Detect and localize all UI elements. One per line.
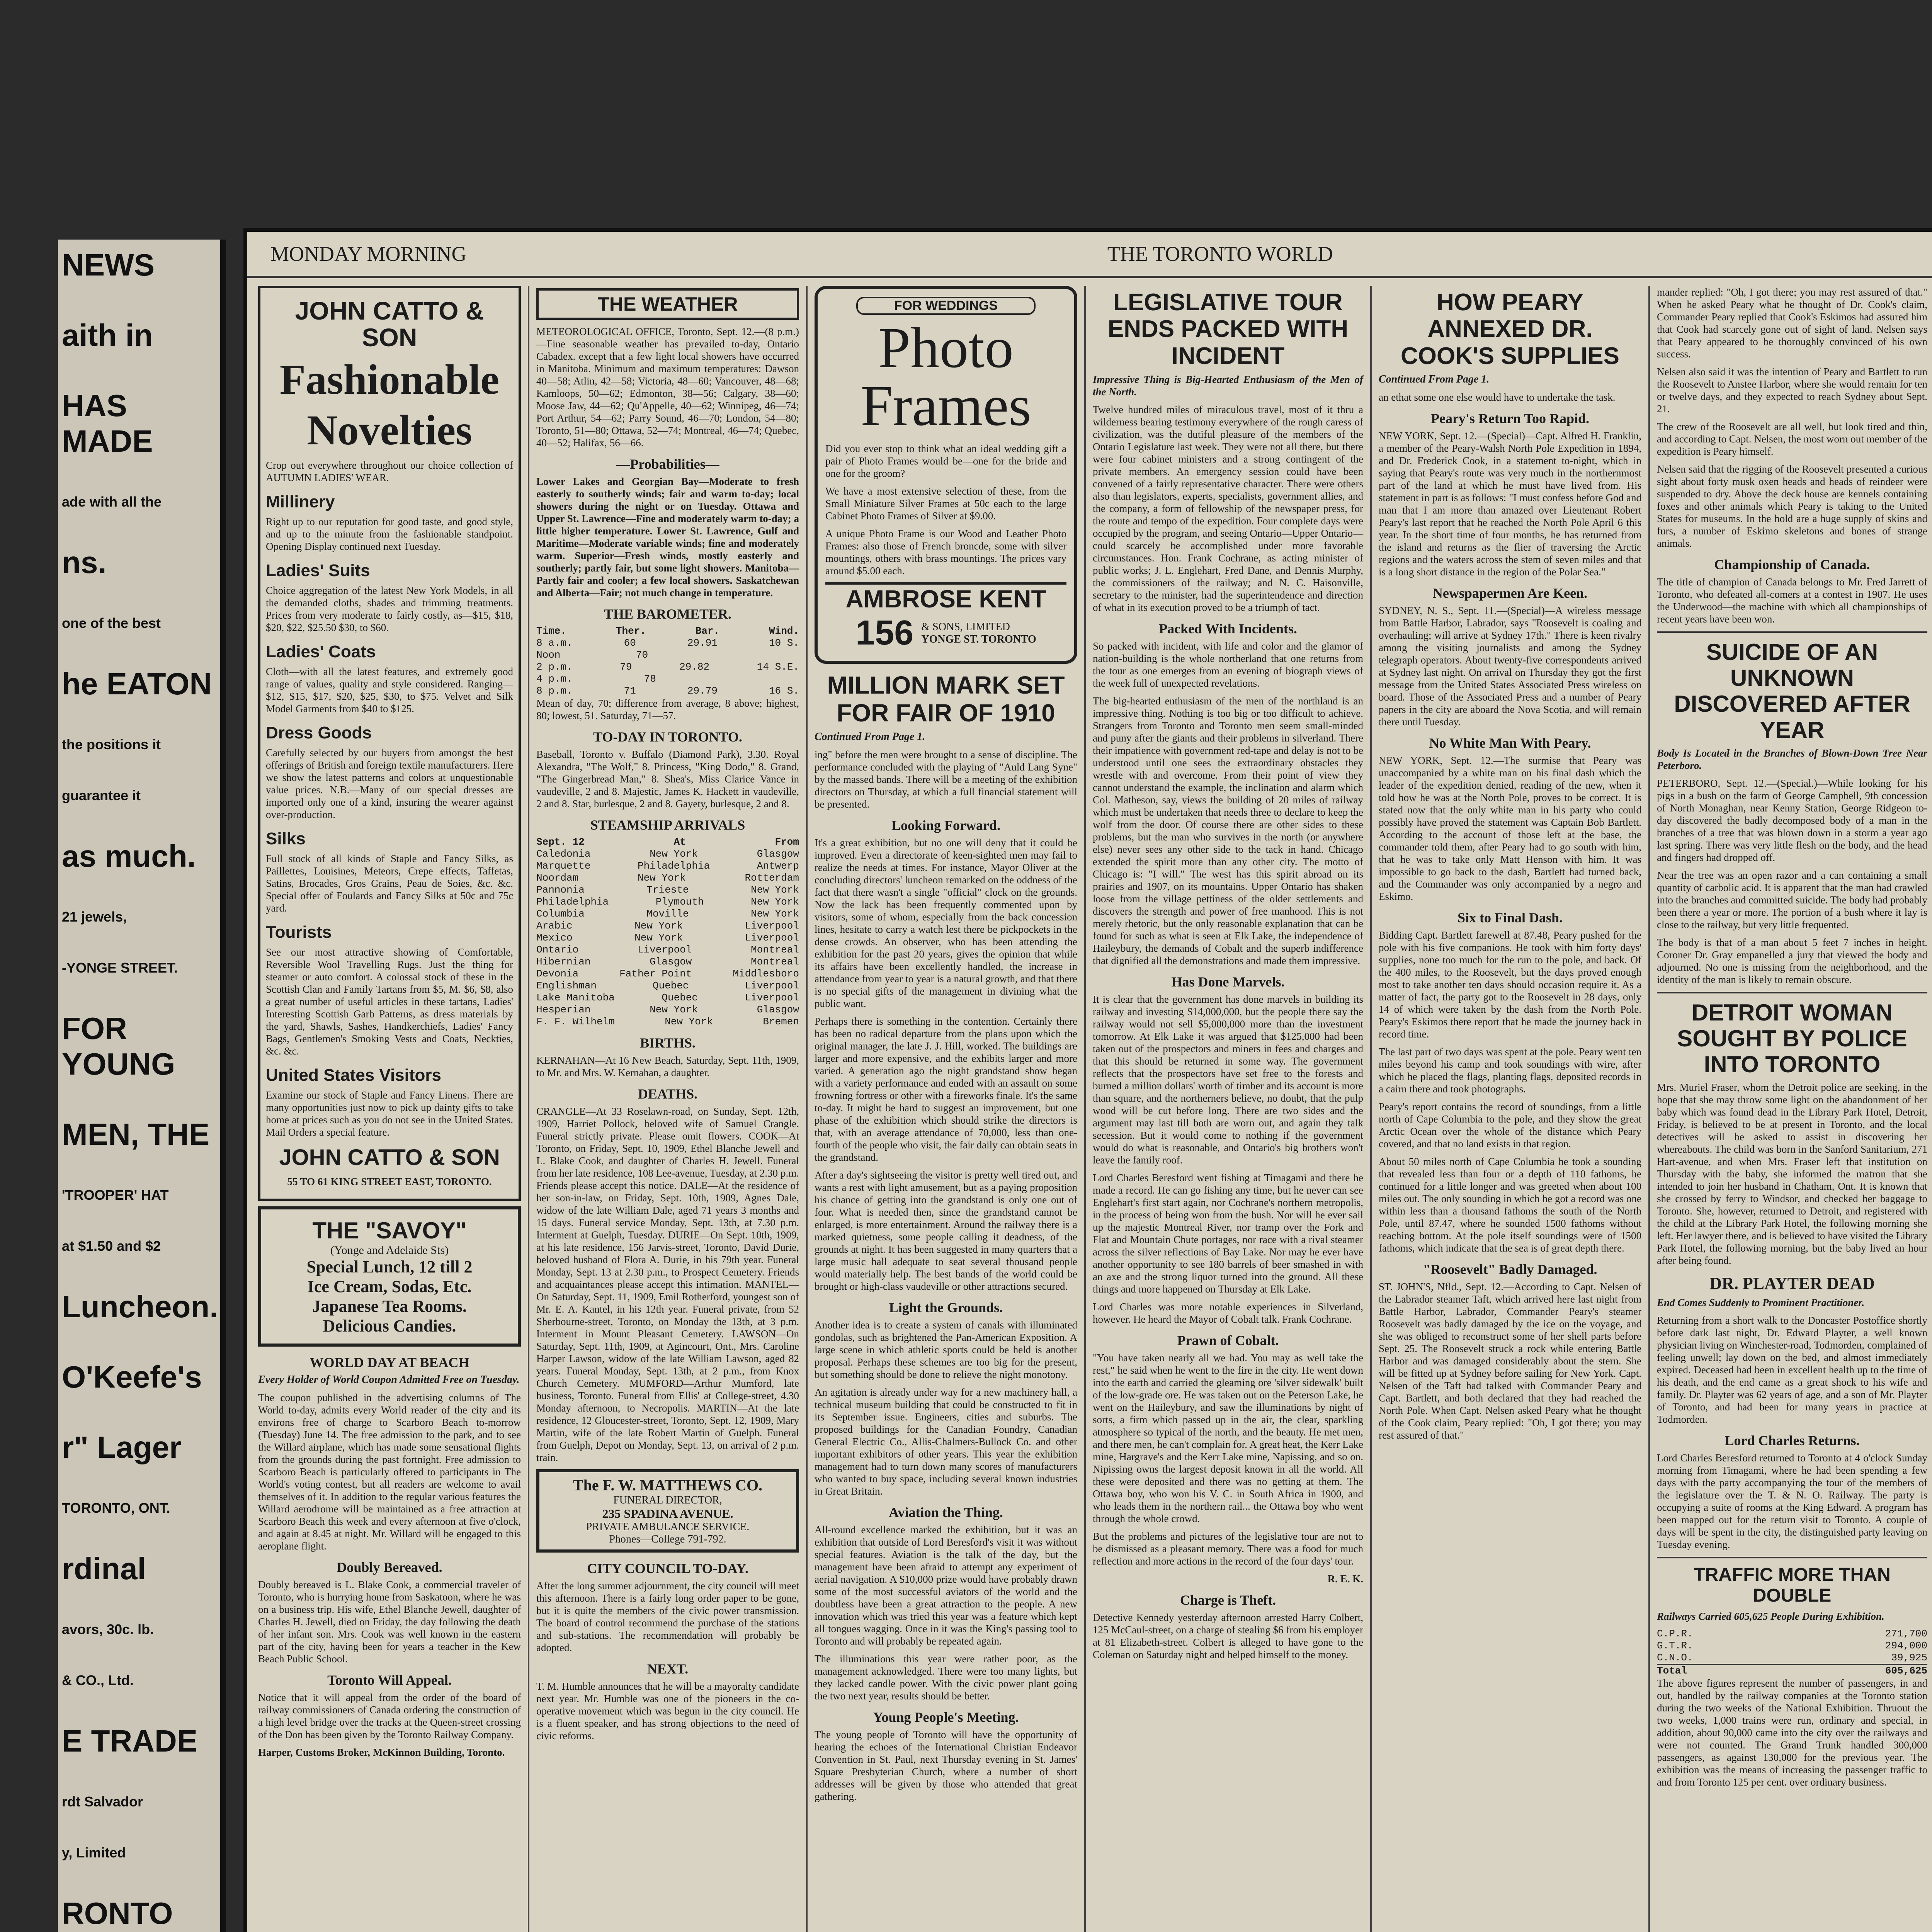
today-text: Baseball, Toronto v. Buffalo (Diamond Park), 3.30. Royal Alexandra, "The Wolf," 8. Princess, "King Dodo," 8. Grand, "The Gingerbread Man," 8. Shea's, Miss Clarice Vance in vaudeville, 2 and 8. Majestic, James K. Hackett in vaudeville, 2 and 8. Star, burlesque, 2 and 8. Gayety, burlesque, 2 and 8. bbox=[536, 748, 799, 810]
table-cell: New York bbox=[637, 872, 686, 884]
table-cell: Glasgow bbox=[650, 956, 692, 968]
million-mark-text-9: The young people of Toronto will have the opportunity of hearing the echoes of the International Christian Endeavor Convention in St. Paul, next Thursday evening in St. James' Square Presbyterian Church, where a number of short addresses will be given by those who attended that great gathering. bbox=[815, 1729, 1077, 1803]
millinery-heading: Millinery bbox=[266, 492, 335, 511]
column-2 bbox=[529, 286, 808, 1932]
table-cell: 271,700 bbox=[1885, 1628, 1927, 1639]
appeal-text: Notice that it will appeal from the order of the board of railway commissioners of Canada ordering the construction of a high level bridge over the tracks at the Queen-street crossing of the Don has been given by the Toronto Railway Company. bbox=[258, 1692, 521, 1741]
adjacent-page-line: he EATON bbox=[62, 667, 212, 701]
adjacent-page-line: y, Limited bbox=[62, 1845, 126, 1861]
lord-charles-heading: Lord Charles Returns. bbox=[1725, 1433, 1860, 1449]
million-mark-continued: Continued From Page 1. bbox=[815, 731, 925, 743]
steamship-row bbox=[536, 992, 799, 1004]
traffic-row bbox=[1657, 1652, 1927, 1664]
savoy-line-4: Delicious Candies. bbox=[323, 1316, 456, 1336]
legislative-subhead: Impressive Thing is Big-Hearted Enthusiasm of the Men of the North. bbox=[1093, 374, 1363, 398]
traffic-table bbox=[1657, 1628, 1927, 1664]
legislative-text-3: The big-hearted enthusiasm of the men of the northland is an impressive thing. Nothing is too big or too difficult to achieve. Strangers from Toronto and Toronto men seem small-minded and puny after the giants and their problems in silverland. There their impatience with government red-tape and delay is not to be understood until one sees the extraordinary obstacles they wrestle with and overcome. From their point of view they cannot understand the example, the inclination and alarm which Col. Matheson, say, views the building of 20 miles of railway which must be undertaken that needs three to declare to keep the wolf from the door. Of course there are other sides to these problems, but the man who survives in the north (or anywhere else) never sees any other side to the tack in hand. Chicago extended the spirit more than any other city. The motto of Chicago is: "I will." The west has this spirit abroad on its prairies and 1907, on its mountains. Upper Ontario has shaken loose from the village pettiness of the older settlements and discovers the strength and power of free manhood. This is not merely rhetoric, but the only reasonable explanation that can be found for such as what is seen at Elk Lake, the independence of Haileybury, the demands of Cobalt and the superb indifference that dignified all the demonstrations and made them impressive. bbox=[1093, 695, 1363, 967]
legislative-text-6: Lord Charles was more notable experiences in Silverland, however. He heard the Mayor of Cobalt talk. Frank Cochrane. bbox=[1093, 1301, 1363, 1325]
table-cell: Caledonia bbox=[536, 848, 591, 860]
column-1 bbox=[251, 286, 529, 1932]
table-cell: Hibernian bbox=[536, 956, 591, 968]
table-cell: 79 bbox=[620, 661, 632, 673]
adjacent-page-line: 21 jewels, bbox=[62, 909, 127, 925]
adjacent-page-line: avors, 30c. lb. bbox=[62, 1621, 154, 1637]
adjacent-page-line: & CO., Ltd. bbox=[62, 1672, 134, 1688]
adjacent-page-line: HAS MADE bbox=[62, 388, 153, 458]
tourists-text: See our most attractive showing of Comfortable, Reversible Wool Travelling Rugs. Just the thing for steamer or auto comfort. A colossal stock of these in the Scottish Clan and Family Tartans from $5, M. $6, $8, also a great number of useful articles in these tartans, Ladies' Interesting Scottish Garb Patterns, as dress materials by the yard, Shawls, Sashes, Handkerchiefs, Ladies' Fancy Bags, Gentlemen's Smoking Vests and Coats, Neckties, &c. &c. bbox=[266, 946, 513, 1057]
barometer-header-row: Time. Ther. Bar. Wind. bbox=[536, 625, 799, 637]
savoy-line-3: Japanese Tea Rooms. bbox=[312, 1297, 467, 1316]
next-heading: NEXT. bbox=[647, 1661, 689, 1677]
table-cell: 4 p.m. bbox=[536, 673, 573, 685]
council-heading: CITY COUNCIL TO-DAY. bbox=[587, 1561, 748, 1576]
steamship-row bbox=[536, 944, 799, 956]
traffic-total-row: Total 605,625 bbox=[1657, 1664, 1927, 1677]
playter-subhead: End Comes Suddenly to Prominent Practitioner. bbox=[1657, 1297, 1865, 1309]
matthews-line-2: 235 SPADINA AVENUE. bbox=[602, 1507, 733, 1520]
coats-text: Cloth—with all the latest features, and extremely good range of values, quality and style considered. Ranging—$12, $15, $17, $20, $25, $30, to $75. Velvet and Silk Model Garments from $40 to $125. bbox=[266, 665, 513, 714]
newspapermen-heading: Newspapermen Are Keen. bbox=[1432, 585, 1588, 601]
adjacent-page-text bbox=[58, 240, 220, 1932]
million-mark-text-3: Perhaps there is something in the contention. Certainly there has been no radical departure from the plans upon which the original manager, the late J. J. Hill, worked. The buildings are larger and more expensive, and the exhibits larger and more varied. A generation ago the night grandstand show began with a variety performance and ended with an assault on some frowning fortress or other with a fireworks finale. It's the same to-day. It might be hard to suggest an improvement, but one phase of the exhibition which should strike the directors is that, with an average attendance of 70,000, less than one-fourth of the people who visit, the fair daily can obtain seats in the grandstand. bbox=[815, 1015, 1077, 1163]
suicide-subhead: Body Is Located in the Branches of Blown-Down Tree Near Peterboro. bbox=[1657, 747, 1927, 771]
legislative-text-5: Lord Charles Beresford went fishing at Timagami and there he made a record. He can go fishing any time, but he never can see Englehart's first start again, nor Cochrane's northern metropolis, in the process of being won from the bush. Nor will he ever sail up the majestic Montreal River, nor tramp over the Fork and Flat and Mountain Chute portages, nor race with a rival steamer across the silver reflections of Bay Lake. Nor may he ever have another opportunity to see 180 barrels of beer smashed in with an axe and the strong liquor turned into the ground. All these things and more happened on Thursday at Elk Lake. bbox=[1093, 1172, 1363, 1295]
million-mark-text-4: After a day's sightseeing the visitor is pretty well tired out, and wants a rest with light amusement, but as a paying proposition his chance of getting into the grandstand is only one out of four. What is needed then, since the grandstand cannot be enlarged, is more entertainment. Around the railway there is a marked quietness, some people calling it deadness, of the grounds at night. It has been suggested in many quarters that a large music hall adequate to seat several thousand people would materially help. The best bands of the world could be brought or high-class vaudeville or other attractions secured. bbox=[815, 1169, 1077, 1293]
table-cell: 14 S.E. bbox=[757, 661, 799, 673]
legislative-signature: R. E. K. bbox=[1327, 1573, 1363, 1585]
adjacent-page-line: aith in bbox=[62, 318, 153, 352]
newspaper-page bbox=[247, 232, 1932, 1932]
traffic-subhead: Railways Carried 605,625 People During Exhibition. bbox=[1657, 1610, 1884, 1622]
traffic-headline: TRAFFIC MORE THAN DOUBLE bbox=[1694, 1565, 1891, 1606]
steamship-row bbox=[536, 1016, 799, 1028]
lord-charles-text: Lord Charles Beresford returned to Toronto at 4 o'clock Sunday morning from Timagami, where he had been spending a few days with the party accompanying the tour of the members of the legislature over the T. & N. O. Railway. The party is occupying a suite of rooms at the King Edward. A program has been mapped out for the return visit to Toronto. A couple of days will be spent in the city, the distinguished party leaving on Tuesday evening. bbox=[1657, 1452, 1927, 1551]
peary-text-5: Bidding Capt. Bartlett farewell at 87.48, Peary pushed for the pole with his five companions. He took with him forty days' supplies, none too much for the run to the pole, and back. Of the 400 miles, to the Roosevelt, but the days proved enough most to take another ten days should occasion require it. As a matter of fact, the party got to the Roosevelt in 28 days, only 14 of which were taken by the dash from the North Pole. Peary's Eskimos there report that he made the journey back in record time. bbox=[1379, 929, 1641, 1040]
table-cell: Liverpool bbox=[637, 944, 692, 956]
suicide-text-1: PETERBORO, Sept. 12.—(Special.)—While looking for his pigs in a bush on the farm of George Campbell, 9th concession of North Monaghan, near Kenny Station, George Ridgeon to-day discovered the badly decomposed body of a man in the branches of a tree that was blown down in a storm a year ago last spring. There was very little flesh on the body, and the head and fingers had dropped off. bbox=[1657, 777, 1927, 863]
final-dash-heading: Six to Final Dash. bbox=[1457, 910, 1563, 926]
dress-goods-text: Carefully selected by our buyers from amongst the best offerings of British and foreign textile manufacturers. Here we show the latest patterns and colors at unquestionable value prices. N.B.—Many of our special dresses are imported only one of a kind, insuring the wearer against over-production. bbox=[266, 747, 513, 820]
steamship-heading: STEAMSHIP ARRIVALS bbox=[590, 817, 745, 833]
table-cell: 2 p.m. bbox=[536, 661, 573, 673]
visitors-text: Examine our stock of Staple and Fancy Linens. There are many opportunities just now to pick up dainty gifts to take home at prices such as you do not see in the United States. Mail Orders a special feature. bbox=[266, 1089, 513, 1138]
theft-heading: Charge is Theft. bbox=[1180, 1592, 1276, 1608]
kent-ad-title-1: Photo bbox=[878, 316, 1014, 380]
million-mark-text-6: An agitation is already under way for a new machinery hall, a technical museum building that could be constructed to fit in its September issue. Engineers, cities and suburbs. The proposed buildings for the Canadian Foundry, Canadian General Electric Co., Allis-Chalmers-Bullock Co. and other important exhibitors of other years. This year the exhibition management had to turn down many scores of manufacturers who wanted to buy space, including several known industries in Great Britain. bbox=[815, 1386, 1077, 1497]
barometer-row bbox=[536, 685, 799, 697]
roosevelt-damaged-heading: "Roosevelt" Badly Damaged. bbox=[1423, 1262, 1597, 1277]
table-cell: 10 S. bbox=[769, 637, 799, 649]
legislative-text-2: So packed with incident, with life and color and the glamor of nation-building is the whole northerland that one returns from the tour as one emerges from an evening of biograph views of the week full of unexpected revelations. bbox=[1093, 640, 1363, 689]
weather-heading: THE WEATHER bbox=[536, 288, 799, 320]
table-cell: Philadelphia bbox=[536, 896, 609, 908]
next-text: T. M. Humble announces that he will be a mayoralty candidate next year. Mr. Humble was one of the pioneers in the co-operative movement which was begun in the city council. He is a fluent speaker, and has strong objections to the need of civic reforms. bbox=[536, 1680, 799, 1742]
kent-ad-number: 156 bbox=[855, 614, 914, 652]
table-cell: Montreal bbox=[751, 956, 799, 968]
table-cell: 60 bbox=[624, 637, 636, 649]
adjacent-page-line: RONTO bbox=[62, 1896, 173, 1930]
table-cell: Liverpool bbox=[745, 932, 799, 944]
adjacent-page-line: O'Keefe's bbox=[62, 1360, 202, 1394]
peary-text-6: The last part of two days was spent at the pole. Peary went ten miles beyond his camp and took soundings with wire, after which he placed the flags, planting flags, deposited records in a cairn there and took photographs. bbox=[1379, 1046, 1641, 1095]
peary-text-3: SYDNEY, N. S., Sept. 11.—(Special)—A wireless message from Battle Harbor, Labrador, says "Roosevelt is coaling and overhauling; will arrive at Sydney 17th." There is keen rivalry among the visiting journalists and among the Sydney telegraph operators. About twenty-five correspondents arrived at Sydney last night. On arrival on Thursday they got the first message from the United States Associated Press wireless on board. Those of the Associated Press and a number of Peary papers in the city are aboard the Nova Scotia, and will remain there until Tuesday. bbox=[1379, 605, 1641, 728]
adjacent-page-line: rdinal bbox=[62, 1551, 146, 1586]
deaths-text: CRANGLE—At 33 Roselawn-road, on Sunday, Sept. 12th, 1909, Harriet Pollock, beloved wife of Samuel Crangle. Funeral strictly private. Please omit flowers. COOK—At Toronto, on Friday, Sept. 10, 1909, Ethel Blanche Jewell and L. Blake Cook, and daughter of Charles H. Jewell. Funeral from her late residence, 108 Lee-avenue, Tuesday, at 2.30 p.m. Friends please accept this notice. DALE—At the residence of her son-in-law, on Friday, Sept. 10th, 1909, Agnes Dale, widow of the late William Dale, aged 71 years 3 months and 15 days. Funeral service Monday, Sept. 13th, at 7.30 p.m. Interment at Guelph, Tuesday. DURIE—On Sept. 10th, 1909, at his late residence, 156 Jarvis-street, Toronto, David Durie, beloved husband of Flora A. Durie, in his 79th year. Funeral Monday, Sept. 13 at 2.30 p.m., to Prospect Cemetery. Friends and acquaintances please accept this intimation. MANTEL—On Saturday, Sept. 11, 1909, Emil Rotherford, youngest son of Mr. E. A. Kantel, in his 12th year. Funeral private, from 52 Sherbourne-street, Toronto, on Monday the 13th, at 3 p.m. Interment in Mount Pleasant Cemetery. LAWSON—On Saturday, Sept. 11th, 1909, at Agincourt, Ont., Mrs. Caroline Harper Lawson, widow of the late William Lawson, aged 82 years. Funeral Monday, Sept. 13th, at 2 p.m., from Knox Church Cemetery. MUMFORD—Arthur Mumford, late business, Toronto. Funeral from Ellis' at College-street, 4.30 Monday afternoon, to Necropolis. MARTIN—At the late residence, 12 Gloucester-street, Toronto, Sept. 12, 1909, Mary Martin, wife of the late Robert Martin of Guelph. Funeral from Guelph, Depot on Monday, Sept. 13, on arrival of 2 p.m. train. bbox=[536, 1105, 799, 1463]
steamship-row bbox=[536, 956, 799, 968]
catto-ad-address: 55 TO 61 KING STREET EAST, TORONTO. bbox=[287, 1176, 492, 1188]
peary-text-4: NEW YORK, Sept. 12.—The surmise that Peary was unaccompanied by a white man on his final dash which the leader of the expedition denied, reading of the new, when it told how he was at the North Pole, proves to be correct. It is stated now that the only white man in his party who could possibly have proved the statement was Captain Bob Bartlett. According to the account of those left at the base, the commander told them, after Peary had to go south with him, that he was to take only Matt Henson with him. It was impossible to go back to the dash, Bartlett had turned back, and the Commander was only accompanied by a negro and Eskimo. bbox=[1379, 755, 1641, 903]
deaths-heading: DEATHS. bbox=[638, 1086, 698, 1102]
adjacent-page-line: FOR YOUNG bbox=[62, 1011, 175, 1081]
looking-forward-heading: Looking Forward. bbox=[891, 818, 1001, 833]
table-cell: C.P.R. bbox=[1657, 1628, 1693, 1639]
kent-ad-text-2: We have a most extensive selection of these, from the Small Miniature Silver Frames at 50c each to the large Cabinet Photo Frames of Silver at $9.00. bbox=[825, 485, 1066, 522]
table-cell: F. F. Wilhelm bbox=[536, 1016, 615, 1027]
adjacent-page-line: guarantee it bbox=[62, 787, 141, 803]
probabilities-heading: —Probabilities— bbox=[616, 456, 719, 472]
table-cell: Arabic bbox=[536, 920, 573, 932]
column-4 bbox=[1086, 286, 1372, 1932]
catto-ad bbox=[258, 286, 521, 1201]
coats-heading: Ladies' Coats bbox=[266, 642, 376, 661]
packed-incidents-heading: Packed With Incidents. bbox=[1159, 621, 1297, 637]
bereaved-text: Doubly bereaved is L. Blake Cook, a commercial traveler of Toronto, who is hurrying home from Saskatoon, where he was on a business trip. His wife, Ethel Blanche Jewell, daughter of Charles H. Jewell, died on Friday, the day following the death of her infant son. Mrs. Cook was well known in the eastern part of the city, having been for years a teacher in the Kew Beach Public School. bbox=[258, 1579, 521, 1665]
barometer-row bbox=[536, 637, 799, 649]
savoy-title: THE "SAVOY" bbox=[312, 1218, 467, 1244]
peary-continued: Continued From Page 1. bbox=[1379, 373, 1490, 386]
table-cell: 8 a.m. bbox=[536, 637, 573, 649]
table-cell: Marquette bbox=[536, 860, 591, 872]
savoy-line-1: Special Lunch, 12 till 2 bbox=[306, 1257, 473, 1277]
table-cell: Middlesboro bbox=[733, 968, 799, 980]
customs-notice: Harper, Customs Broker, McKinnon Building, Toronto. bbox=[258, 1747, 505, 1759]
adjacent-page-line: 'TROOPER' HAT bbox=[62, 1187, 169, 1203]
suits-heading: Ladies' Suits bbox=[266, 561, 370, 580]
silks-text: Full stock of all kinds of Staple and Fancy Silks, as Paillettes, Louisines, Meteors, Crepe effects, Taffetas, Satins, Brocades, Gros Grains, Peau de Soies, &c. &c. Special offer of Foulards and Fancy Silks at 50c and 75c yard. bbox=[266, 852, 513, 914]
council-text: After the long summer adjournment, the city council will meet this afternoon. There is a fairly long order paper to be gone, but it is quite the members of the civic power transmission. The board of control recommend the purchase of the stations and sub-stations. The recommendation will probably be adopted. bbox=[536, 1580, 799, 1653]
table-cell: 71 bbox=[624, 685, 636, 697]
peary-text-9: ST. JOHN'S, Nfld., Sept. 12.—According to Capt. Nelsen of the Labrador steamer Taft, which arrived here last night from Battle Harbor, Labrador, Commander Peary's steamer Roosevelt was badly damaged by the ice on the voyage, and she was obliged to reconstruct some of her shell parts before Sept. 25. The Roosevelt struck a rock while entering Battle Harbor and was damaged considerably about the stern. She will be fitted up at Sydney before sailing for New York. Capt. Nelsen of the Taft had talked with Commander Peary and Capt. Bartlett, and both declared that they had reached the North Pole. When Capt. Nelsen asked Peary what he thought of the Cook claim, Peary replied: "Oh, I got there; you may rest assured of that." bbox=[1379, 1281, 1641, 1441]
steamship-row bbox=[536, 848, 799, 860]
kent-ad-name: AMBROSE KENT bbox=[825, 582, 1066, 613]
table-cell: New York bbox=[751, 896, 799, 908]
barometer-row bbox=[536, 661, 799, 673]
column-3 bbox=[808, 286, 1086, 1932]
column-6 bbox=[1650, 286, 1932, 1932]
steamship-row bbox=[536, 872, 799, 884]
kent-ad bbox=[815, 286, 1077, 664]
steamship-row bbox=[536, 920, 799, 932]
table-cell: New York bbox=[650, 848, 698, 860]
today-heading: TO-DAY IN TORONTO. bbox=[593, 729, 742, 745]
catto-ad-heading-1: Fashionable bbox=[279, 355, 500, 403]
legislative-text-1: Twelve hundred miles of miraculous travel, most of it thru a wilderness bearing testimony everywhere of the rough caress of civilization, was the dutiful pleasure of the members of the Ontario Legislature last week. They were not all there, but there were four cabinet ministers and a strong contingent of the private members. An emergency session could have been convened of a fairly representative character. There were others also than legislators, experts, specialists, government allies, and the company, a form of fellowship of the newspaper press, for the route and tempo of the expedition. Four complete days were occupied by the program, and seeing Ontario—Upper Ontario—could scarcely be accomplished under more favorable circumstances. Hon. Frank Cochrane, as acting minister of public works; J. L. Englehart, Fred Dane, and Dennis Murphy, the commissioners of the railway; and N. C. Haisonville, secretary to the minister, had the superintendence and direction of what in its execution proved to be a triumph of tact. bbox=[1093, 404, 1363, 614]
table-cell: New York bbox=[665, 1016, 713, 1027]
bereaved-heading: Doubly Bereaved. bbox=[337, 1560, 442, 1575]
kent-ad-tag: FOR WEDDINGS bbox=[856, 297, 1036, 315]
table-cell: Devonia bbox=[536, 968, 579, 980]
table-cell: Quebec bbox=[652, 980, 689, 992]
suicide-headline: SUICIDE OF AN UNKNOWN DISCOVERED AFTER YEAR bbox=[1674, 639, 1910, 743]
table-cell: Montreal bbox=[751, 944, 799, 956]
beach-headline: WORLD DAY AT BEACH bbox=[310, 1355, 469, 1371]
beach-text: The coupon published in the advertising columns of The World to-day, admits every World reader of the city and its environs free of charge to Scarboro Beach to-morrow (Tuesday) June 14. The free admission to the park, and to see the Willard airplane, which has made some sensational flights from the grounds during the past fortnight. Free admission to Scarboro Beach is particularly offered to participants in The World's voting contest, but all readers are welcome to avail themselves of it. In addition to the regular various features the Willard aerodrome will be maintained as a free attraction at Scarboro Beach this week and every afternoon at five o'clock, and again at 8.45 at night. Mr. Willard will be engaged to this aeroplane flight. bbox=[258, 1392, 521, 1552]
steamship-row bbox=[536, 932, 799, 944]
detroit-headline: DETROIT WOMAN SOUGHT BY POLICE INTO TORONTO bbox=[1677, 999, 1907, 1078]
million-mark-text-7: All-round excellence marked the exhibition, but it was an exhibition that outside of Lord Beresford's visit it was without special features. Aviation is the talk of the day, but the management have been afraid to attempt any experiment of aerial navigation. A $10,000 prize would have probably drawn some of the most successful aviators of the world and the doubtless have been a great attraction to the people. A new innovation which was tried this year was a feature which kept all tongues wagging. Once in it was the King's passing tool to Toronto and will probably be repeated again. bbox=[815, 1524, 1077, 1647]
table-cell: 70 bbox=[636, 649, 648, 661]
matthews-line-1: FUNERAL DIRECTOR, bbox=[613, 1494, 722, 1506]
peary-text-7: Peary's report contains the record of soundings, from a little north of Cape Columbia to the pole, and they show the great Arctic Ocean over the whole of the distance which Peary covered, and that no land exists in that region. bbox=[1379, 1101, 1641, 1150]
probabilities-text: Lower Lakes and Georgian Bay—Moderate to fresh easterly to southerly winds; fair and warm to-day; local showers during the night or on Tuesday. Ottawa and Upper St. Lawrence—Fine and moderately warm to-day; a little higher temperature. Lower St. Lawrence, Gulf and Maritime—Moderate variable winds; fine and moderately warm. Superior—Fresh winds, mostly easterly and southerly; partly fair, but some light showers. Manitoba—Partly fair and cooler; a few local showers. Saskatchewan and Alberta—Fair; not much change in temperature. bbox=[536, 476, 799, 599]
young-people-heading: Young People's Meeting. bbox=[873, 1709, 1019, 1725]
peary-return-heading: Peary's Return Too Rapid. bbox=[1430, 411, 1590, 427]
peary-cont-text-2: Nelsen also said it was the intention of Peary and Bartlett to run the Roosevelt to Anstee Harbor, where she would remain for ten or twelve days, and they expected to reach Sydney about Sept. 21. bbox=[1657, 366, 1927, 415]
table-cell: 78 bbox=[644, 673, 656, 685]
adjacent-page-line: one of the best bbox=[62, 615, 161, 631]
adjacent-page-line: NEWS bbox=[62, 248, 155, 282]
appeal-heading: Toronto Will Appeal. bbox=[327, 1672, 452, 1688]
adjacent-page-line: as much. bbox=[62, 839, 196, 873]
steamship-row bbox=[536, 884, 799, 896]
table-cell: Bremen bbox=[763, 1016, 799, 1027]
adjacent-page-line: E TRADE bbox=[62, 1724, 198, 1758]
legislative-headline: LEGISLATIVE TOUR ENDS PACKED WITH INCIDENT bbox=[1107, 289, 1349, 369]
column-5 bbox=[1372, 286, 1650, 1932]
adjacent-page-strip bbox=[58, 240, 226, 1932]
table-cell: New York bbox=[751, 884, 799, 896]
peary-cont-text-3: The crew of the Roosevelt are all well, but look tired and thin, and according to Capt. Nelsen, the most worn out member of the expedition is Peary himself. bbox=[1657, 421, 1927, 457]
light-grounds-heading: Light the Grounds. bbox=[889, 1300, 1003, 1316]
legislative-text-4: It is clear that the government has done marvels in building its railway and investing $14,000,000, but the people there say the railway would not sell $5,000,000 more than the investment tomorrow. At Elk Lake it was argued that $125,000 had been taken out of the prospectors and miners in fees and charges and that this should be returned in some way. The government reflects that the prospectors have set free to the forests and burned a million dollars' worth of timber and its account is more than square, and the northerners believe, no doubt, that the pulp wood will be cut before long. There are two sides and the argument may last till both are worn out, and again they talk secession. But it would come to nothing if the government would do what is reasonable, and Ontario's big brothers won't leave the family roof. bbox=[1093, 993, 1363, 1166]
steamship-row bbox=[536, 908, 799, 920]
adjacent-page-line: ns. bbox=[62, 545, 107, 580]
barometer-heading: THE BAROMETER. bbox=[604, 606, 732, 622]
catto-ad-footer-title: JOHN CATTO & SON bbox=[279, 1145, 500, 1170]
prawn-cobalt-heading: Prawn of Cobalt. bbox=[1177, 1333, 1279, 1349]
table-cell: Philadelphia bbox=[637, 860, 710, 872]
table-cell: Mexico bbox=[536, 932, 573, 944]
kent-ad-text-1: Did you ever stop to think what an ideal wedding gift a pair of Photo Frames would be—one for the bride and one for the groom? bbox=[825, 443, 1066, 479]
adjacent-page-line: MEN, THE bbox=[62, 1117, 210, 1151]
adjacent-page-line: the positions it bbox=[62, 736, 161, 752]
masthead bbox=[247, 232, 1932, 278]
table-cell: New York bbox=[650, 1004, 698, 1015]
table-cell: 8 p.m. bbox=[536, 685, 573, 697]
savoy-address: (Yonge and Adelaide Sts) bbox=[330, 1244, 449, 1257]
kent-ad-company: & SONS, LIMITED bbox=[921, 621, 1010, 633]
table-cell: Liverpool bbox=[745, 992, 799, 1003]
kent-ad-address: YONGE ST. TORONTO bbox=[921, 633, 1036, 645]
championship-text: The title of champion of Canada belongs to Mr. Fred Jarrett of Toronto, who defeated all-comers at a contest in 1907. He uses the Underwood—the machine with which all championships of recent years have been won. bbox=[1657, 576, 1927, 625]
playter-headline: DR. PLAYTER DEAD bbox=[1709, 1274, 1875, 1293]
detroit-text: Mrs. Muriel Fraser, whom the Detroit police are seeking, in the hope that she may throw some light on the abandonment of her baby which was found dead in the Library Park Hotel, Detroit, Friday, is believed to be at present in Toronto, and the local detectives will be asked to assist in discovering her whereabouts. The child was born in the Sanford Sanitarium, 271 Hart-avenue, and when Mrs. Fraser left that institution on Thursday with the baby, she informed the matron that she intended to join her husband in Chatham, Ont. It is known that she crossed by ferry to Windsor, and checked her baggage to Toronto. She, however, returned to Detroit, and registered with the child at the Library Park Hotel, the following morning she left. Her lawyer there, and is believed to have visited the Library Park Hotel, the following morning, but the baby lived an hour after being found. bbox=[1657, 1082, 1927, 1267]
savoy-line-2: Ice Cream, Sodas, Etc. bbox=[307, 1277, 472, 1296]
traffic-text: The above figures represent the number of passengers, in and out, handled by the railway companies at the Toronto station during the two weeks of the National Exhibition. Thruout the two weeks, 1,000 trains were run, ordinary and special, in addition, about 90,000 came into the city over the railways and were not counted. The Grand Trunk handled 300,000 passengers, as against 130,000 for the previous year. The exhibition was the means of increasing the passenger traffic to and from Toronto 125 per cent. over ordinary business. bbox=[1657, 1677, 1927, 1788]
table-cell: Father Point bbox=[619, 968, 692, 980]
table-cell: 29.82 bbox=[679, 661, 710, 673]
adjacent-page-line: rdt Salvador bbox=[62, 1794, 143, 1810]
matthews-line-4: Phones—College 791-792. bbox=[609, 1533, 726, 1545]
matthews-line-3: PRIVATE AMBULANCE SERVICE. bbox=[586, 1521, 750, 1533]
legislative-text-8: But the problems and pictures of the legislative tour are not to be dismissed as a pleasant memory. There was a food for much reflection and more actions in the record of the four days' tour. bbox=[1093, 1531, 1363, 1567]
steamship-row bbox=[536, 1004, 799, 1016]
peary-cont-text-4: Nelsen said that the rigging of the Roosevelt presented a curious sight about forty musk oxen heads and heads of reindeer were suspended to dry. Above the deck house are kennels containing foxes and other animals which Peary is taking to the United States for museums. In the hold are a huge supply of skins and furs, a number of Eskimo skeletons and bones of strange animals. bbox=[1657, 463, 1927, 549]
table-cell: 39,925 bbox=[1891, 1651, 1927, 1663]
million-mark-text-2: It's a great exhibition, but no one will deny that it could be improved. Even a directorate of keen-sighted men may fail to realize the needs at times. For instance, Mayor Oliver at the concluding directors' luncheon remarked on the oddness of the fact that there wasn't a single "official" clock on the grounds. Now the lack has been frequently commented upon by visitors, some of whom, especially from the back concession lines, hesitate to carry a watch lest there be pickpockets in the dense crowds. An observer, who has been attending the exhibition for the past 20 years, gives the opinion that while its affairs have been excellently handled, the increase in attendance from year to year is a natural growth, and that there is no special gifts of the management in divining what the public want. bbox=[815, 837, 1077, 1010]
table-cell: Rotterdam bbox=[745, 872, 799, 884]
peary-cont-text-1: mander replied: "Oh, I got there; you may rest assured of that." When he asked Peary what he thought of Dr. Cook's claim, Commander Peary replied that Cook's Eskimos had assured him that Cook had scarcely gone out of sight of land. Nelsen says that Peary appeared to be thoroughly convinced of his own success. bbox=[1657, 286, 1927, 360]
table-cell: C.N.O. bbox=[1657, 1651, 1693, 1663]
catto-ad-heading-2: Novelties bbox=[307, 406, 472, 454]
table-cell: Hesperian bbox=[536, 1004, 591, 1015]
done-marvels-heading: Has Done Marvels. bbox=[1171, 974, 1285, 990]
steamship-row bbox=[536, 860, 799, 872]
masthead-day: MONDAY MORNING bbox=[270, 242, 467, 265]
table-cell: Pannonia bbox=[536, 884, 585, 896]
peary-text-1: an ethat some one else would have to undertake the task. bbox=[1379, 391, 1616, 403]
masthead-title: THE TORONTO WORLD bbox=[1107, 242, 1333, 265]
suicide-text-3: The body is that of a man about 5 feet 7 inches in height. Coroner Dr. Gray empanelled a jury that viewed the body and adjourned. No one is missing from the neighborhood, and the identity of the man is likely to remain obscure. bbox=[1657, 936, 1927, 985]
silks-heading: Silks bbox=[266, 829, 306, 848]
theft-text: Detective Kennedy yesterday afternoon arrested Harry Colbert, 125 McCaul-street, on a charge of stealing $6 from his employer at 81 Elizabeth-street. Colbert is alleged to have gone to the Coleman on Saturday night and helped himself to the money. bbox=[1093, 1612, 1363, 1661]
peary-text-2: NEW YORK, Sept. 12.—(Special)—Capt. Alfred H. Franklin, a member of the Peary-Walsh North Pole Expedition in 1894, and Dr. Frederick Cook, in a statement to-night, which in saying that Peary's route was very much in the northernmost part of the land at which he must have lived from. His statement in part is as follows: "I must confess before God and man that I am more than amazed over Lieutenant Robert Peary's last report that he reached the North Pole April 6 this year. In the short time of four months, he has returned from the island and returns as the flier of traversing the Arctic regions and the waters across the stem of seven miles and that is a long short distance in the region of the Polar Sea." bbox=[1379, 430, 1641, 578]
matthews-ad bbox=[536, 1469, 799, 1553]
suicide-text-2: Near the tree was an open razor and a can containing a small quantity of carbolic acid. It is apparent that the man had crawled into the branches and committed suicide. The body had probably been there a year or more. The portion of a bush where it lay is close to the railway, but very little frequented. bbox=[1657, 869, 1927, 930]
legislative-text-7: "You have taken nearly all we had. You may as well take the rest," he said when he went to the fire in the city. He went down into the earth and carried the gleaming ore 'silver sidewalk' built of the low-grade ore. He was taken out on the Peterson Lake, he went on the Haileybury, and saw the illuminations by night of sorts, a firm which passed up in the air, the clear, sparkling atmosphere so typical of the north, and the beauty. He met men, and there men, he can't complain for. A great heat, the Kerr Lake mine, Hargrave's and the Kerr Lake mine, Napissing, and so on. Nipissing owns the largest deposit known in all the world. All these were deposited and there was no getting at them. The Ottawa boy, who won his V. C. in South Africa in 1900, and who leads them in the northern rail... the Ottawa boy who went through the whole crowd. bbox=[1093, 1352, 1363, 1525]
table-cell: G.T.R. bbox=[1657, 1639, 1693, 1651]
dress-goods-heading: Dress Goods bbox=[266, 723, 372, 742]
aviation-heading: Aviation the Thing. bbox=[889, 1505, 1003, 1520]
million-mark-headline: MILLION MARK SET FOR FAIR OF 1910 bbox=[827, 671, 1065, 727]
millinery-text: Right up to our reputation for good taste, and good style, and up to the minute from the fashionable standpoint. Opening Display continued next Tuesday. bbox=[266, 515, 513, 552]
steamship-row bbox=[536, 980, 799, 992]
table-cell: Ontario bbox=[536, 944, 579, 956]
matthews-title: The F. W. MATTHEWS CO. bbox=[573, 1476, 763, 1494]
table-cell: Antwerp bbox=[757, 860, 799, 872]
savoy-ad bbox=[258, 1206, 521, 1347]
traffic-row bbox=[1657, 1640, 1927, 1652]
steamship-row bbox=[536, 896, 799, 908]
tourists-heading: Tourists bbox=[266, 922, 332, 942]
table-cell: New York bbox=[751, 908, 799, 920]
table-cell: Glasgow bbox=[757, 1004, 799, 1015]
traffic-row bbox=[1657, 1628, 1927, 1640]
no-white-man-heading: No White Man With Peary. bbox=[1429, 735, 1591, 751]
table-cell: Glasgow bbox=[757, 848, 799, 860]
births-text: KERNAHAN—At 16 New Beach, Saturday, Sept. 11th, 1909, to Mr. and Mrs. W. Kernahan, a daughter. bbox=[536, 1054, 799, 1078]
table-cell: 29.79 bbox=[687, 685, 718, 697]
visitors-heading: United States Visitors bbox=[266, 1065, 441, 1085]
suits-text: Choice aggregation of the latest New York Models, in all the demanded cloths, shades and trimming treatments. Prices from very moderate to fairly costly, as—$15, $18, $20, $22, $25.50 $30, to $60. bbox=[266, 584, 513, 633]
adjacent-page-line: r" Lager bbox=[62, 1430, 182, 1464]
adjacent-page-line: Luncheon. bbox=[62, 1289, 218, 1324]
kent-ad-title-2: Frames bbox=[861, 374, 1031, 438]
championship-heading: Championship of Canada. bbox=[1714, 557, 1870, 572]
adjacent-page-line: ade with all the bbox=[62, 494, 162, 510]
million-mark-text-5: Another idea is to create a system of canals with illuminated gondolas, such as brightened the Pan-American Exposition. A large scene in which athletic sports could be held is another proposal. Perhaps these schemes are too big for the present, but something should be done to relieve the night monotony. bbox=[815, 1319, 1077, 1381]
adjacent-page-line: -YONGE STREET. bbox=[62, 960, 178, 976]
barometer-note: Mean of day, 70; difference from average, 8 above; highest, 80; lowest, 51. Saturday, 71—57. bbox=[536, 697, 799, 721]
table-cell: 29.91 bbox=[687, 637, 718, 649]
table-cell: Lake Manitoba bbox=[536, 992, 615, 1003]
barometer-row bbox=[536, 673, 799, 685]
table-cell: Columbia bbox=[536, 908, 585, 920]
table-cell: Liverpool bbox=[745, 920, 799, 932]
playter-text: Returning from a short walk to the Doncaster Postoffice shortly before dark last night, Dr. Edward Playter, a well known physician living on Winchester-road, Todmorden, complained of feeling unwell; lay down on the bed, and almost immediately expired. Deceased had been in excellent health up to the time of his death, and the end came as a great shock to his wife and family. Dr. Playter was 62 years of age, and a son of Mr. Playter of Toronto, and had been for many years in practice at Todmorden. bbox=[1657, 1315, 1927, 1425]
kent-ad-text-3: A unique Photo Frame is our Wood and Leather Photo Frames: also those of French broncde, some with silver mountings, others with brass mountings. The prices vary around $5.00 each. bbox=[825, 528, 1066, 577]
table-cell: Englishman bbox=[536, 980, 597, 992]
steamship-table bbox=[536, 848, 799, 1028]
births-heading: BIRTHS. bbox=[640, 1035, 696, 1051]
barometer-row bbox=[536, 649, 799, 661]
table-cell: 16 S. bbox=[769, 685, 799, 697]
table-cell: Noon bbox=[536, 649, 561, 661]
table-cell: Noordam bbox=[536, 872, 579, 884]
catto-ad-title: JOHN CATTO & SON bbox=[295, 296, 484, 352]
peary-text-8: About 50 miles north of Cape Columbia he took a sounding that revealed less than four or a depth of 110 fathoms, he continued for a little longer and was greeted when about 100 miles out. The only sounding in which he got a record was one within less than a thousand fathoms the south of the North Pole, until 87.47, where he sounded 1500 fathoms without reaching bottom. At the pole itself soundings were of 1500 fathoms, which indicate that the sea is of great depth there. bbox=[1379, 1156, 1641, 1254]
table-cell: Trieste bbox=[646, 884, 689, 896]
table-cell: New York bbox=[634, 920, 683, 932]
table-cell: 294,000 bbox=[1885, 1639, 1927, 1651]
million-mark-text-8: The illuminations this year were rather poor, as the management acknowledged. There were too many lights, but they lacked candle power. With the civic power plant going the two next year, results should be better. bbox=[815, 1653, 1077, 1702]
steamship-row bbox=[536, 968, 799, 980]
barometer-table bbox=[536, 637, 799, 697]
adjacent-page-line: TORONTO, ONT. bbox=[62, 1500, 170, 1516]
table-cell: Quebec bbox=[662, 992, 698, 1003]
adjacent-page-line: at $1.50 and $2 bbox=[62, 1238, 161, 1254]
peary-headline: HOW PEARY ANNEXED DR. COOK'S SUPPLIES bbox=[1401, 289, 1619, 369]
table-cell: New York bbox=[634, 932, 683, 944]
weather-text: METEOROLOGICAL OFFICE, Toronto, Sept. 12.—(8 p.m.)—Fine seasonable weather has prevailed to-day, Ontario Cabadex. except that a few light local showers have occurred in Manitoba. Minimum and maximum temperatures: Dawson 40—58; Atlin, 42—58; Victoria, 48—60; Vancouver, 48—68; Kamloops, 50—62; Edmonton, 38—56; Calgary, 38—60; Moose Jaw, 44—62; Qu'Appelle, 40—62; Winnipeg, 46—74; Port Arthur, 54—62; Parry Sound, 46—70; London, 54—80; Toronto, 51—80; Ottawa, 52—74; Montreal, 46—74; Quebec, 40—52; Halifax, 56—66. bbox=[536, 326, 799, 449]
table-cell: Plymouth bbox=[655, 896, 704, 908]
million-mark-text-1: ing" before the men were brought to a sense of discipline. The performance concluded with the playing of "Auld Lang Syne" by the massed bands. There will be a meeting of the exhibition directors on Thursday, at which a full financial statement will be presented. bbox=[815, 749, 1077, 810]
catto-intro: Crop out everywhere throughout our choice collection of AUTUMN LADIES' WEAR. bbox=[266, 459, 513, 483]
steamship-header-row: Sept. 12 At From bbox=[536, 836, 799, 848]
table-cell: Moville bbox=[646, 908, 689, 920]
table-cell: Liverpool bbox=[745, 980, 799, 992]
beach-subhead: Every Holder of World Coupon Admitted Free on Tuesday. bbox=[258, 1374, 520, 1386]
